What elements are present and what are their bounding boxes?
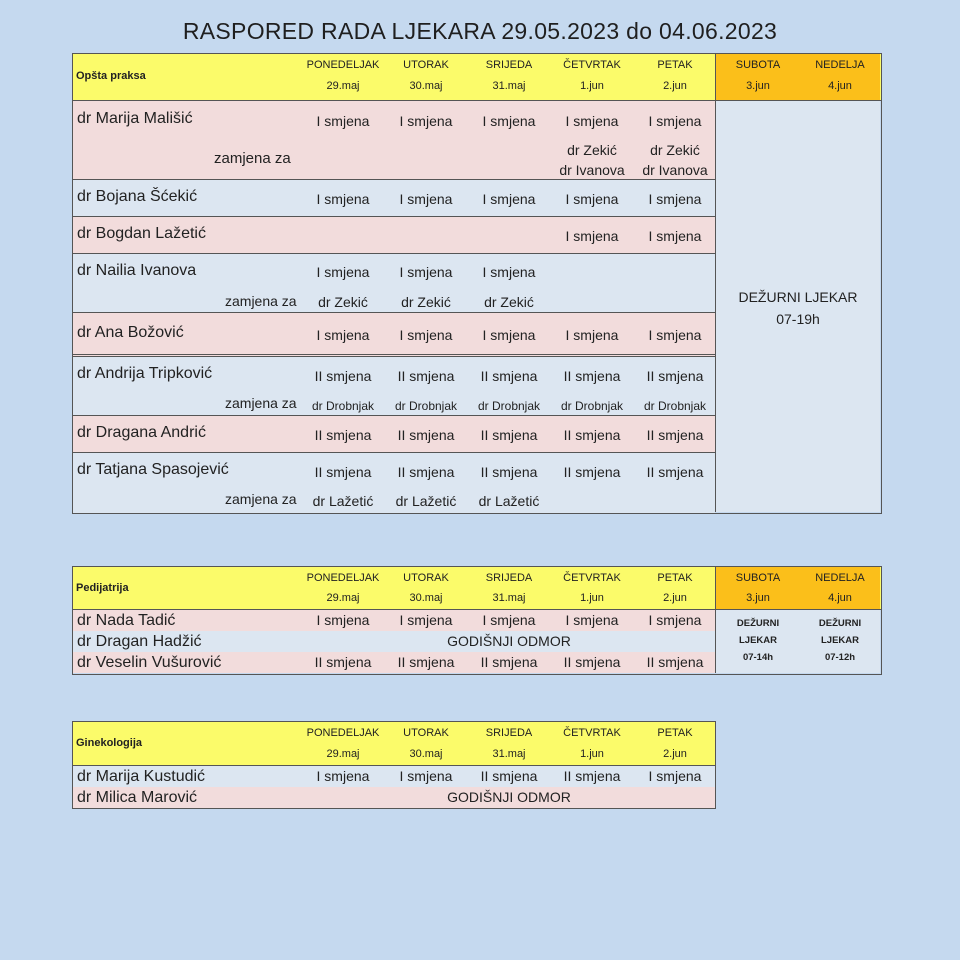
shift-cell: I smjena <box>316 768 370 784</box>
substitute-cell: dr Zekić <box>401 294 451 310</box>
vacation-note: GODIŠNJI ODMOR <box>447 789 571 805</box>
table-row <box>73 610 715 631</box>
substitute-cell: dr Lažetić <box>478 493 540 509</box>
date-header: 30.maj <box>409 748 443 760</box>
shift-cell: II smjena <box>563 427 621 443</box>
duty-hours: 07-12h <box>824 652 856 663</box>
shift-cell: II smjena <box>397 427 455 443</box>
shift-cell: I smjena <box>482 191 536 207</box>
doctor-name: dr Veselin Vušurović <box>77 654 222 671</box>
shift-cell: II smjena <box>563 464 621 480</box>
shift-cell: I smjena <box>648 612 702 628</box>
substitute-label: zamjena za <box>225 395 297 411</box>
shift-cell: I smjena <box>565 191 619 207</box>
table-row <box>73 787 715 808</box>
pedijatrija-table <box>72 566 882 675</box>
table-row <box>73 254 715 313</box>
doctor-name: dr Marija Mališić <box>77 110 193 127</box>
shift-cell: II smjena <box>314 464 372 480</box>
shift-cell: II smjena <box>314 368 372 384</box>
substitute-label: zamjena za <box>225 491 297 507</box>
shift-cell: I smjena <box>316 191 370 207</box>
substitute-cell: dr Drobnjak <box>477 399 541 413</box>
sunday-duty <box>800 615 880 666</box>
day-header: SUBOTA <box>735 59 781 71</box>
substitute-cell: dr Zekić <box>318 294 368 310</box>
doctor-name: dr Andrija Tripković <box>77 365 213 382</box>
day-header: NEDELJA <box>815 572 865 584</box>
date-header: 31.maj <box>492 748 526 760</box>
substitute-cell: dr Lažetić <box>395 493 457 509</box>
date-header: 3.jun <box>746 80 770 92</box>
duty-label: DEŽURNI LJEKAR <box>738 289 858 305</box>
duty-line: DEŽURNI <box>818 618 862 629</box>
substitute-cell: dr Drobnjak <box>643 399 707 413</box>
day-header: NEDELJA <box>815 59 865 71</box>
shift-cell: I smjena <box>399 264 453 280</box>
shift-cell: II smjena <box>480 368 538 384</box>
doctor-name: dr Tatjana Spasojević <box>77 461 229 478</box>
date-header: 2.jun <box>663 592 687 604</box>
shift-cell: I smjena <box>648 113 702 129</box>
shift-cell: II smjena <box>397 368 455 384</box>
doctor-name: dr Nailia Ivanova <box>77 262 197 279</box>
substitute-label: zamjena za <box>225 293 297 309</box>
substitute-cell: dr Drobnjak <box>560 399 624 413</box>
day-header: SUBOTA <box>735 572 781 584</box>
shift-cell: II smjena <box>480 654 538 670</box>
date-header: 30.maj <box>409 80 443 92</box>
section-label: Pedijatrija <box>76 582 129 594</box>
day-header: PONEDELJAK <box>306 727 380 739</box>
doctor-name: dr Dragan Hadžić <box>77 633 202 650</box>
table-row <box>73 631 715 652</box>
date-header: 29.maj <box>326 80 360 92</box>
table-header <box>73 722 715 766</box>
saturday-duty <box>718 615 798 666</box>
day-header: UTORAK <box>403 59 449 71</box>
duty-line: DEŽURNI <box>736 618 780 629</box>
doctor-name: dr Dragana Andrić <box>77 424 206 441</box>
shift-cell: II smjena <box>646 427 704 443</box>
substitute-cell: dr Ivanova <box>559 162 625 178</box>
day-header: ČETVRTAK <box>563 727 621 739</box>
table-row <box>73 217 715 254</box>
shift-cell: I smjena <box>648 327 702 343</box>
shift-cell: I smjena <box>399 612 453 628</box>
doctor-name: dr Bogdan Lažetić <box>77 225 206 242</box>
day-header: ČETVRTAK <box>563 59 621 71</box>
date-header: 31.maj <box>492 80 526 92</box>
shift-cell: I smjena <box>482 327 536 343</box>
date-header: 1.jun <box>580 748 604 760</box>
shift-cell: I smjena <box>399 768 453 784</box>
opsta-praksa-table <box>72 53 882 514</box>
date-header: 29.maj <box>326 748 360 760</box>
day-header: SRIJEDA <box>485 727 533 739</box>
table-row <box>73 101 715 180</box>
table-header <box>73 567 881 610</box>
date-header: 29.maj <box>326 592 360 604</box>
table-row <box>73 766 715 787</box>
day-header: PONEDELJAK <box>306 59 380 71</box>
date-header: 3.jun <box>746 592 770 604</box>
shift-cell: II smjena <box>480 427 538 443</box>
date-header: 2.jun <box>663 80 687 92</box>
shift-cell: I smjena <box>399 113 453 129</box>
shift-cell: I smjena <box>648 768 702 784</box>
day-header: PONEDELJAK <box>306 572 380 584</box>
substitute-cell: dr Ivanova <box>642 162 708 178</box>
section-label: Ginekologija <box>76 737 143 749</box>
shift-cell: I smjena <box>648 191 702 207</box>
doctor-name: dr Milica Marović <box>77 789 198 806</box>
doctor-name: dr Bojana Šćekić <box>77 188 198 205</box>
table-row <box>73 416 715 453</box>
substitute-cell: dr Zekić <box>484 294 534 310</box>
shift-cell: I smjena <box>316 113 370 129</box>
date-header: 4.jun <box>828 592 852 604</box>
page-title: RASPORED RADA LJEKARA 29.05.2023 do 04.06.2023 <box>182 18 778 44</box>
vacation-note: GODIŠNJI ODMOR <box>447 633 571 649</box>
shift-cell: II smjena <box>563 768 621 784</box>
shift-cell: II smjena <box>480 464 538 480</box>
shift-cell: II smjena <box>563 654 621 670</box>
section-label: Opšta praksa <box>76 70 146 82</box>
shift-cell: I smjena <box>648 228 702 244</box>
day-header: PETAK <box>657 59 693 71</box>
shift-cell: II smjena <box>397 654 455 670</box>
duty-line: LJEKAR <box>738 635 777 646</box>
shift-cell: I smjena <box>482 612 536 628</box>
table-row <box>73 357 715 416</box>
shift-cell: I smjena <box>482 113 536 129</box>
day-header: ČETVRTAK <box>563 572 621 584</box>
shift-cell: I smjena <box>482 264 536 280</box>
table-row <box>73 652 715 673</box>
duty-hours: 07-14h <box>742 652 774 663</box>
shift-cell: I smjena <box>316 612 370 628</box>
date-header: 4.jun <box>828 80 852 92</box>
shift-cell: II smjena <box>314 427 372 443</box>
shift-cell: I smjena <box>565 612 619 628</box>
doctor-name: dr Nada Tadić <box>77 612 176 629</box>
substitute-cell: dr Drobnjak <box>394 399 458 413</box>
weekend-duty-panel <box>715 610 880 673</box>
duty-line: LJEKAR <box>820 635 859 646</box>
shift-cell: II smjena <box>480 768 538 784</box>
table-row <box>73 453 715 513</box>
date-header: 30.maj <box>409 592 443 604</box>
day-header: PETAK <box>657 572 693 584</box>
substitute-label: zamjena za <box>214 150 291 167</box>
duty-hours: 07-19h <box>776 311 820 327</box>
shift-cell: II smjena <box>563 368 621 384</box>
day-header: UTORAK <box>403 727 449 739</box>
shift-cell: II smjena <box>314 654 372 670</box>
shift-cell: II smjena <box>646 654 704 670</box>
substitute-cell: dr Zekić <box>567 142 617 158</box>
shift-cell: I smjena <box>399 327 453 343</box>
shift-cell: I smjena <box>565 113 619 129</box>
shift-cell: I smjena <box>565 228 619 244</box>
day-header: SRIJEDA <box>485 572 533 584</box>
doctor-name: dr Marija Kustudić <box>77 768 206 785</box>
day-header: SRIJEDA <box>485 59 533 71</box>
table-header <box>73 54 881 101</box>
shift-cell: II smjena <box>646 368 704 384</box>
shift-cell: II smjena <box>397 464 455 480</box>
date-header: 2.jun <box>663 748 687 760</box>
shift-cell: I smjena <box>316 264 370 280</box>
date-header: 1.jun <box>580 592 604 604</box>
shift-cell: II smjena <box>646 464 704 480</box>
date-header: 1.jun <box>580 80 604 92</box>
day-header: PETAK <box>657 727 693 739</box>
shift-cell: I smjena <box>316 327 370 343</box>
substitute-cell: dr Drobnjak <box>311 399 375 413</box>
substitute-cell: dr Zekić <box>650 142 700 158</box>
shift-cell: I smjena <box>399 191 453 207</box>
table-row <box>73 313 715 357</box>
day-header: UTORAK <box>403 572 449 584</box>
substitute-cell: dr Lažetić <box>312 493 374 509</box>
table-row <box>73 180 715 217</box>
weekend-duty-panel <box>715 101 880 512</box>
doctor-name: dr Ana Božović <box>77 324 184 341</box>
ginekologija-table <box>72 721 716 809</box>
shift-cell: I smjena <box>565 327 619 343</box>
date-header: 31.maj <box>492 592 526 604</box>
